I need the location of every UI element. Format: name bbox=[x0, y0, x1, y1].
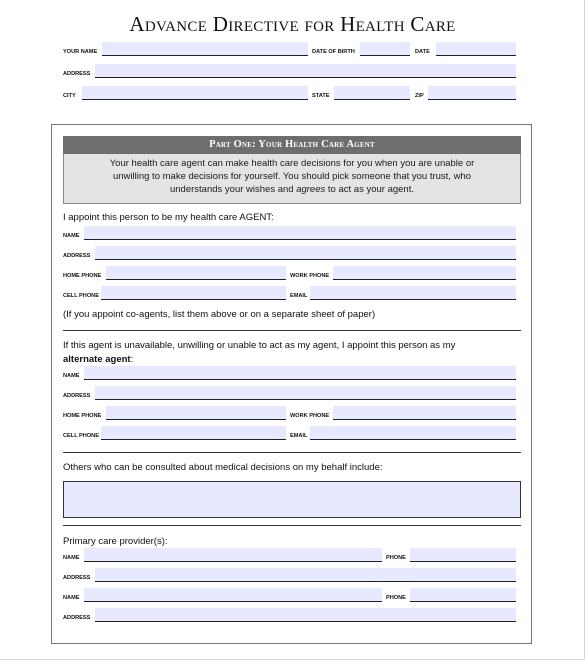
pcp1-name-label: NAME bbox=[63, 555, 80, 561]
your-name-label: YOUR NAME bbox=[63, 49, 98, 55]
pcp2-phone-field[interactable] bbox=[410, 588, 516, 602]
intro-line-3 bbox=[74, 183, 510, 196]
alt-home-phone-field[interactable] bbox=[106, 406, 286, 420]
agent-name-label: NAME bbox=[63, 233, 80, 239]
form-title bbox=[0, 12, 585, 37]
pcp2-name-row bbox=[0, 588, 585, 604]
date-field[interactable] bbox=[436, 42, 516, 56]
city-field[interactable] bbox=[82, 86, 308, 100]
pcp1-name-row bbox=[0, 548, 585, 564]
pcp2-phone-label: PHONE bbox=[386, 595, 406, 601]
alt-name-field[interactable] bbox=[84, 366, 516, 380]
alt-cell-row bbox=[0, 426, 585, 442]
agent-home-phone-label: HOME PHONE bbox=[63, 273, 102, 279]
divider-2 bbox=[63, 452, 521, 453]
intro-line-3c: to act as your agent. bbox=[325, 184, 414, 195]
others-field[interactable] bbox=[63, 481, 521, 518]
title-text: Advance Directive for Health Care bbox=[129, 12, 456, 36]
part-one-banner bbox=[63, 136, 521, 154]
part-one-intro bbox=[63, 154, 521, 204]
agent-email-field[interactable] bbox=[310, 286, 516, 300]
address-label: ADDRESS bbox=[63, 71, 91, 77]
intro-line-3a: understands your wishes and bbox=[169, 184, 297, 195]
intro-line-1: Your health care agent can make health care decisions for you when you are unable or bbox=[109, 158, 475, 169]
agent-address-row bbox=[0, 246, 585, 262]
agent-address-label: ADDRESS bbox=[63, 253, 91, 259]
agent-address-field[interactable] bbox=[95, 246, 516, 260]
alternate-agent-bold: alternate agent bbox=[63, 354, 131, 365]
alternate-text-1: If this agent is unavailable, unwilling or unable to act as my agent, I appoint this person as my bbox=[63, 340, 456, 351]
alt-name-label: NAME bbox=[63, 373, 80, 379]
intro-agrees: agrees bbox=[296, 184, 326, 195]
state-label: STATE bbox=[312, 93, 330, 99]
header-row-name bbox=[0, 42, 585, 58]
alt-address-row bbox=[0, 386, 585, 402]
alt-name-row bbox=[0, 366, 585, 382]
city-label: CITY bbox=[63, 93, 76, 99]
pcp2-address-row bbox=[0, 608, 585, 624]
zip-field[interactable] bbox=[428, 86, 516, 100]
header-row-city bbox=[0, 86, 585, 102]
alternate-colon: : bbox=[130, 354, 134, 365]
appoint-agent-text: I appoint this person to be my health care AGENT: bbox=[63, 212, 274, 223]
date-label: DATE bbox=[415, 49, 430, 55]
agent-name-field[interactable] bbox=[84, 226, 516, 240]
alt-cell-phone-label: CELL PHONE bbox=[63, 433, 99, 439]
alt-email-label: EMAIL bbox=[290, 433, 308, 439]
divider-3 bbox=[63, 525, 521, 526]
others-text: Others who can be consulted about medical decisions on my behalf include: bbox=[63, 462, 383, 473]
zip-label: ZIP bbox=[415, 93, 424, 99]
state-field[interactable] bbox=[334, 86, 410, 100]
agent-email-label: EMAIL bbox=[290, 293, 308, 299]
alt-cell-phone-field[interactable] bbox=[101, 426, 286, 440]
agent-work-phone-field[interactable] bbox=[333, 266, 516, 280]
agent-home-phone-field[interactable] bbox=[106, 266, 286, 280]
your-name-field[interactable] bbox=[102, 42, 308, 56]
alt-address-field[interactable] bbox=[95, 386, 516, 400]
pcp1-name-field[interactable] bbox=[84, 548, 382, 562]
agent-cell-phone-field[interactable] bbox=[101, 286, 286, 300]
pcp1-phone-field[interactable] bbox=[410, 548, 516, 562]
alt-address-label: ADDRESS bbox=[63, 393, 91, 399]
dob-field[interactable] bbox=[360, 42, 410, 56]
agent-cell-phone-label: CELL PHONE bbox=[63, 293, 99, 299]
pcp2-address-label: ADDRESS bbox=[63, 615, 91, 621]
pcp2-address-field[interactable] bbox=[95, 608, 516, 622]
dob-label: DATE OF BIRTH bbox=[312, 49, 355, 55]
pcp1-address-row bbox=[0, 568, 585, 584]
pcp2-name-field[interactable] bbox=[84, 588, 382, 602]
divider-1 bbox=[63, 330, 521, 331]
address-field[interactable] bbox=[95, 64, 516, 78]
agent-name-row bbox=[0, 226, 585, 242]
pcp1-address-field[interactable] bbox=[95, 568, 516, 582]
agent-phone-row bbox=[0, 266, 585, 282]
agent-work-phone-label: WORK PHONE bbox=[290, 273, 330, 279]
coagent-note: (If you appoint co-agents, list them above or on a separate sheet of paper) bbox=[63, 309, 376, 320]
alt-phone-row bbox=[0, 406, 585, 422]
alt-home-phone-label: HOME PHONE bbox=[63, 413, 102, 419]
alternate-text-2 bbox=[63, 354, 133, 365]
alt-email-field[interactable] bbox=[310, 426, 516, 440]
agent-cell-row bbox=[0, 286, 585, 302]
part-one-banner-text: Part One: Your Health Care Agent bbox=[209, 139, 375, 150]
primary-care-text: Primary care provider(s): bbox=[63, 536, 168, 547]
alt-work-phone-field[interactable] bbox=[333, 406, 516, 420]
intro-line-2: unwilling to make decisions for yourself. You should pick someone that you trust, who bbox=[112, 171, 472, 182]
pcp1-address-label: ADDRESS bbox=[63, 575, 91, 581]
alt-work-phone-label: WORK PHONE bbox=[290, 413, 330, 419]
pcp1-phone-label: PHONE bbox=[386, 555, 406, 561]
pcp2-name-label: NAME bbox=[63, 595, 80, 601]
header-row-address bbox=[0, 64, 585, 80]
